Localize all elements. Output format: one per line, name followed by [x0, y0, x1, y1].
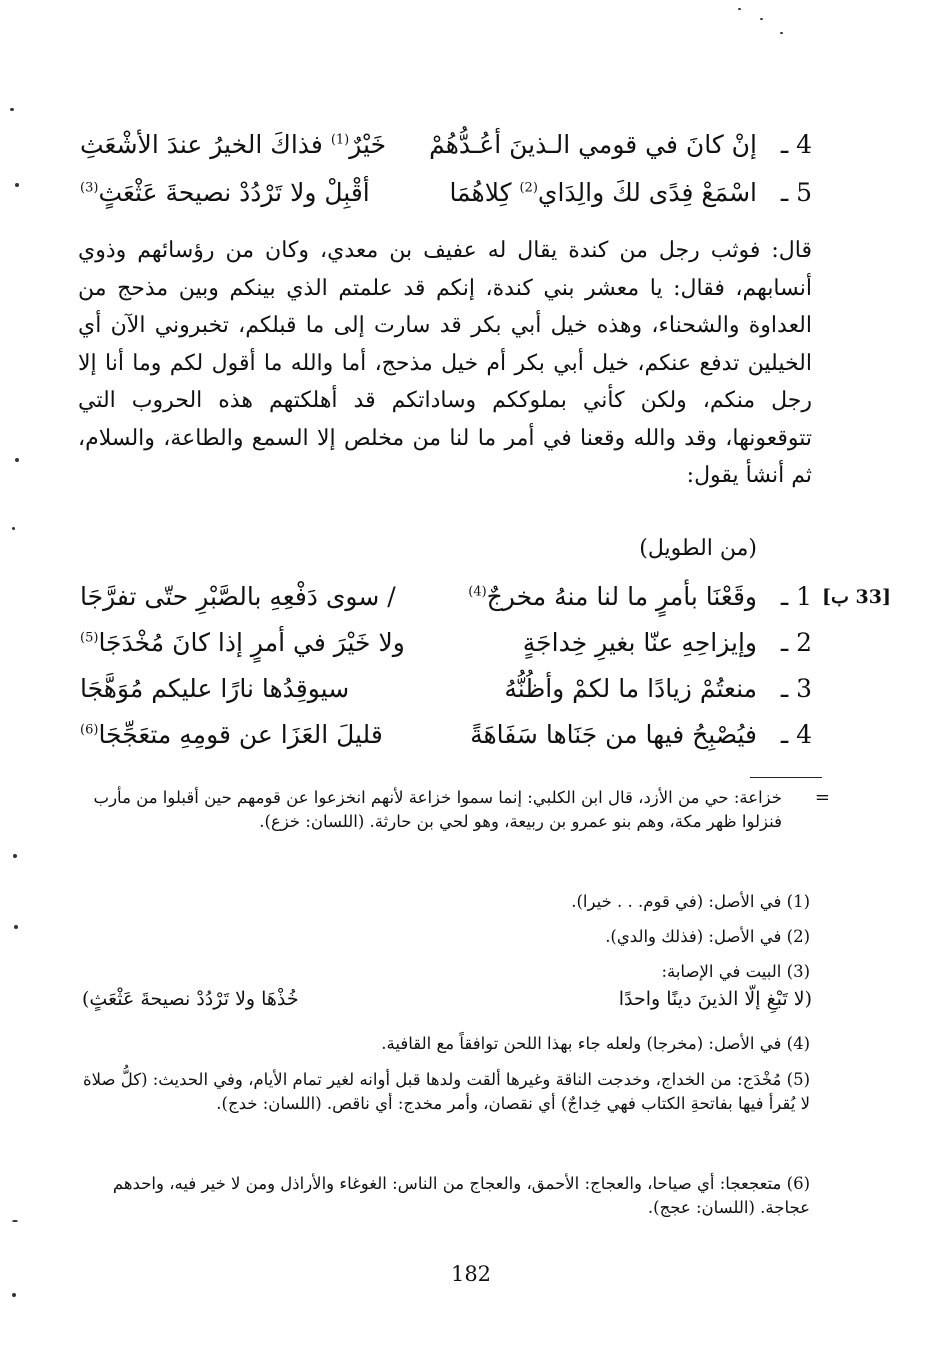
- poem-verse-2: [80, 628, 812, 668]
- footnote-text: خزاعة: حي من الأزد، قال ابن الكلبي: إنما سموا خزاعة لأنهم انخزعوا عن قومهم حين أقبلوا من مأرب فنزلوا ظهر مكة، وهم بنو عمرو بن ربيعة، وهو لحي بن حارثة. (اللسان: خزع).: [93, 788, 782, 831]
- verse-second-hemistich: سيوقِدُها نارًا عليكم مُوَهَّجَا: [80, 674, 350, 703]
- footnote-ref: (2): [519, 180, 538, 196]
- scan-speck: [15, 183, 19, 187]
- footnote-verse-first: (لا تَبْغِ إلّا الذينَ دينًا واحدًا: [618, 988, 812, 1010]
- footnote-ref: (5): [80, 630, 99, 646]
- page-number: 182: [450, 1262, 492, 1286]
- scan-speck: [12, 527, 15, 530]
- footnote-3: (3) البيت في الإصابة:: [661, 962, 810, 981]
- footnote-verse: [82, 988, 812, 1016]
- scan-speck: [12, 1220, 18, 1222]
- verse-top-5: [80, 178, 812, 218]
- verse-number: 2 ـ: [780, 628, 812, 657]
- verse-number: 3 ـ: [780, 674, 812, 703]
- verse-top-4: [80, 130, 812, 170]
- verse-second-hemistich: أقْبِلْ ولا تَرْدُدْ نصيحةَ عَثْعَثٍ$^{(3)}$: [80, 178, 370, 207]
- footnote-separator: [750, 777, 822, 778]
- scan-speck: [14, 925, 18, 929]
- footnote-ref: (3): [80, 180, 99, 196]
- verse-second-hemistich: / سوى دَفْعِهِ بالصَّبْرِ حتّى تفرَّجَا: [80, 582, 396, 611]
- verse-first-hemistich: فيُصْبِحُ فيها من جَنَاها سَفَاهَةً: [470, 720, 757, 749]
- verse-number: 4 ـ: [780, 130, 812, 159]
- footnote-ref: (1): [330, 132, 350, 148]
- verse-number: 5 ـ: [780, 178, 812, 207]
- poem-meter: (من الطويل): [639, 536, 757, 561]
- verse-second-hemistich: قليلَ العَزَا عن قومِهِ متعَجِّجَا$^{(6)}$: [80, 720, 383, 749]
- scan-speck: [15, 458, 19, 462]
- verse-first-hemistich: إنْ كانَ في قومي الـذينَ أعُـدُّهُمْ: [429, 130, 757, 159]
- footnote-5: (5) مُخْدَج: من الخداج، وخدجت الناقة وغيرها ألقت ولدها قبل أوانه لغير تمام الأيام، وفي الحديث: (كلُّ صلاة لا يُقرأ فيها بفاتحةِ الكتاب فهي خِداجٌ) أي نقصان، وأمر مخدج: أي ناقص. (اللسان: خدج).: [82, 1070, 810, 1113]
- footnote-1: (1) في الأصل: (في قوم. . . خيرا).: [571, 892, 810, 911]
- verse-second-hemistich: خَيْرٌ$^{(1)}$ فذاكَ الخيرُ عندَ الأشْعَثِ: [80, 130, 387, 159]
- scan-speck: [10, 108, 14, 111]
- manuscript-folio-marker: [33 ب]: [822, 586, 891, 608]
- footnote-4: (4) في الأصل: (مخرجا) ولعله جاء بهذا اللحن توافقاً مع القافية.: [381, 1034, 810, 1053]
- verse-first-hemistich: منعتُمْ زيادًا ما لكمْ وأظُنُّهُ: [504, 674, 757, 703]
- verse-second-hemistich: ولا خَيْرَ في أمرٍ إذا كانَ مُخْدَجَا$^{(5)}$: [80, 628, 405, 657]
- footnote-2: (2) في الأصل: (فذلك والدي).: [605, 927, 810, 946]
- verse-first-hemistich: اسْمَعْ فِدًى لكَ والِدَاي$^{(2)}$ كِلاهُمَا: [449, 178, 757, 207]
- scan-speck: [738, 8, 741, 10]
- poem-verse-3: [80, 674, 812, 714]
- scan-speck: [12, 1293, 16, 1297]
- footnote-verse-second: خُذْهَا ولا تَرْدُدْ نصيحةَ عَثْعَثٍ): [82, 988, 299, 1010]
- footnote-6: (6) متعجعجا: أي صياحا، والعجاج: الأحمق، والعجاج من الناس: الغوغاء والأراذل ومن لا خير فيه، واحدهم عجاجة. (اللسان: عجج).: [112, 1174, 810, 1217]
- verse-number: 1 ـ: [780, 582, 812, 611]
- continuation-mark: =: [814, 787, 830, 808]
- verse-first-hemistich: وقَعْنَا بأمرٍ ما لنا منهُ مخرجٌ$^{(4)}$: [468, 582, 757, 611]
- scan-speck: [760, 18, 763, 20]
- footnote-continuation: [82, 786, 830, 834]
- scan-speck: [13, 854, 17, 858]
- footnote-ref: (4): [468, 584, 487, 600]
- scan-speck: [780, 32, 783, 34]
- verse-first-hemistich: وإيزاحِهِ عنّا بغيرِ خِداجَةٍ: [522, 628, 757, 657]
- poem-verse-4: [80, 720, 812, 760]
- poem-verse-1: [80, 582, 812, 622]
- prose-paragraph: قال: فوثب رجل من كندة يقال له عفيف بن معدي، وكان من رؤسائهم وذوي أنسابهم، فقال: يا معشر بني كندة، إنكم قد علمتم الذي بينكم وبين مذحج من العداوة والشحناء، وهذه خيل أبي بكر قد سارت إلى ما قبلكم، تخبروني الآن أي الخيلين تدفع عنكم، خيل أبي بكر أم خيل مذحج، أما والله ما أقول لكم وما أنا إلا رجل منكم، ولكن كأني بملوككم وساداتكم قد أهلكتهم هذه الحروب التي تتوقعونها، وقد والله وقعنا في أمر ما لنا من مخلص إلا السمع والطاعة، والسلام، ثم أنشأ يقول:: [78, 238, 812, 488]
- footnote-ref: (6): [80, 722, 99, 738]
- verse-number: 4 ـ: [780, 720, 812, 749]
